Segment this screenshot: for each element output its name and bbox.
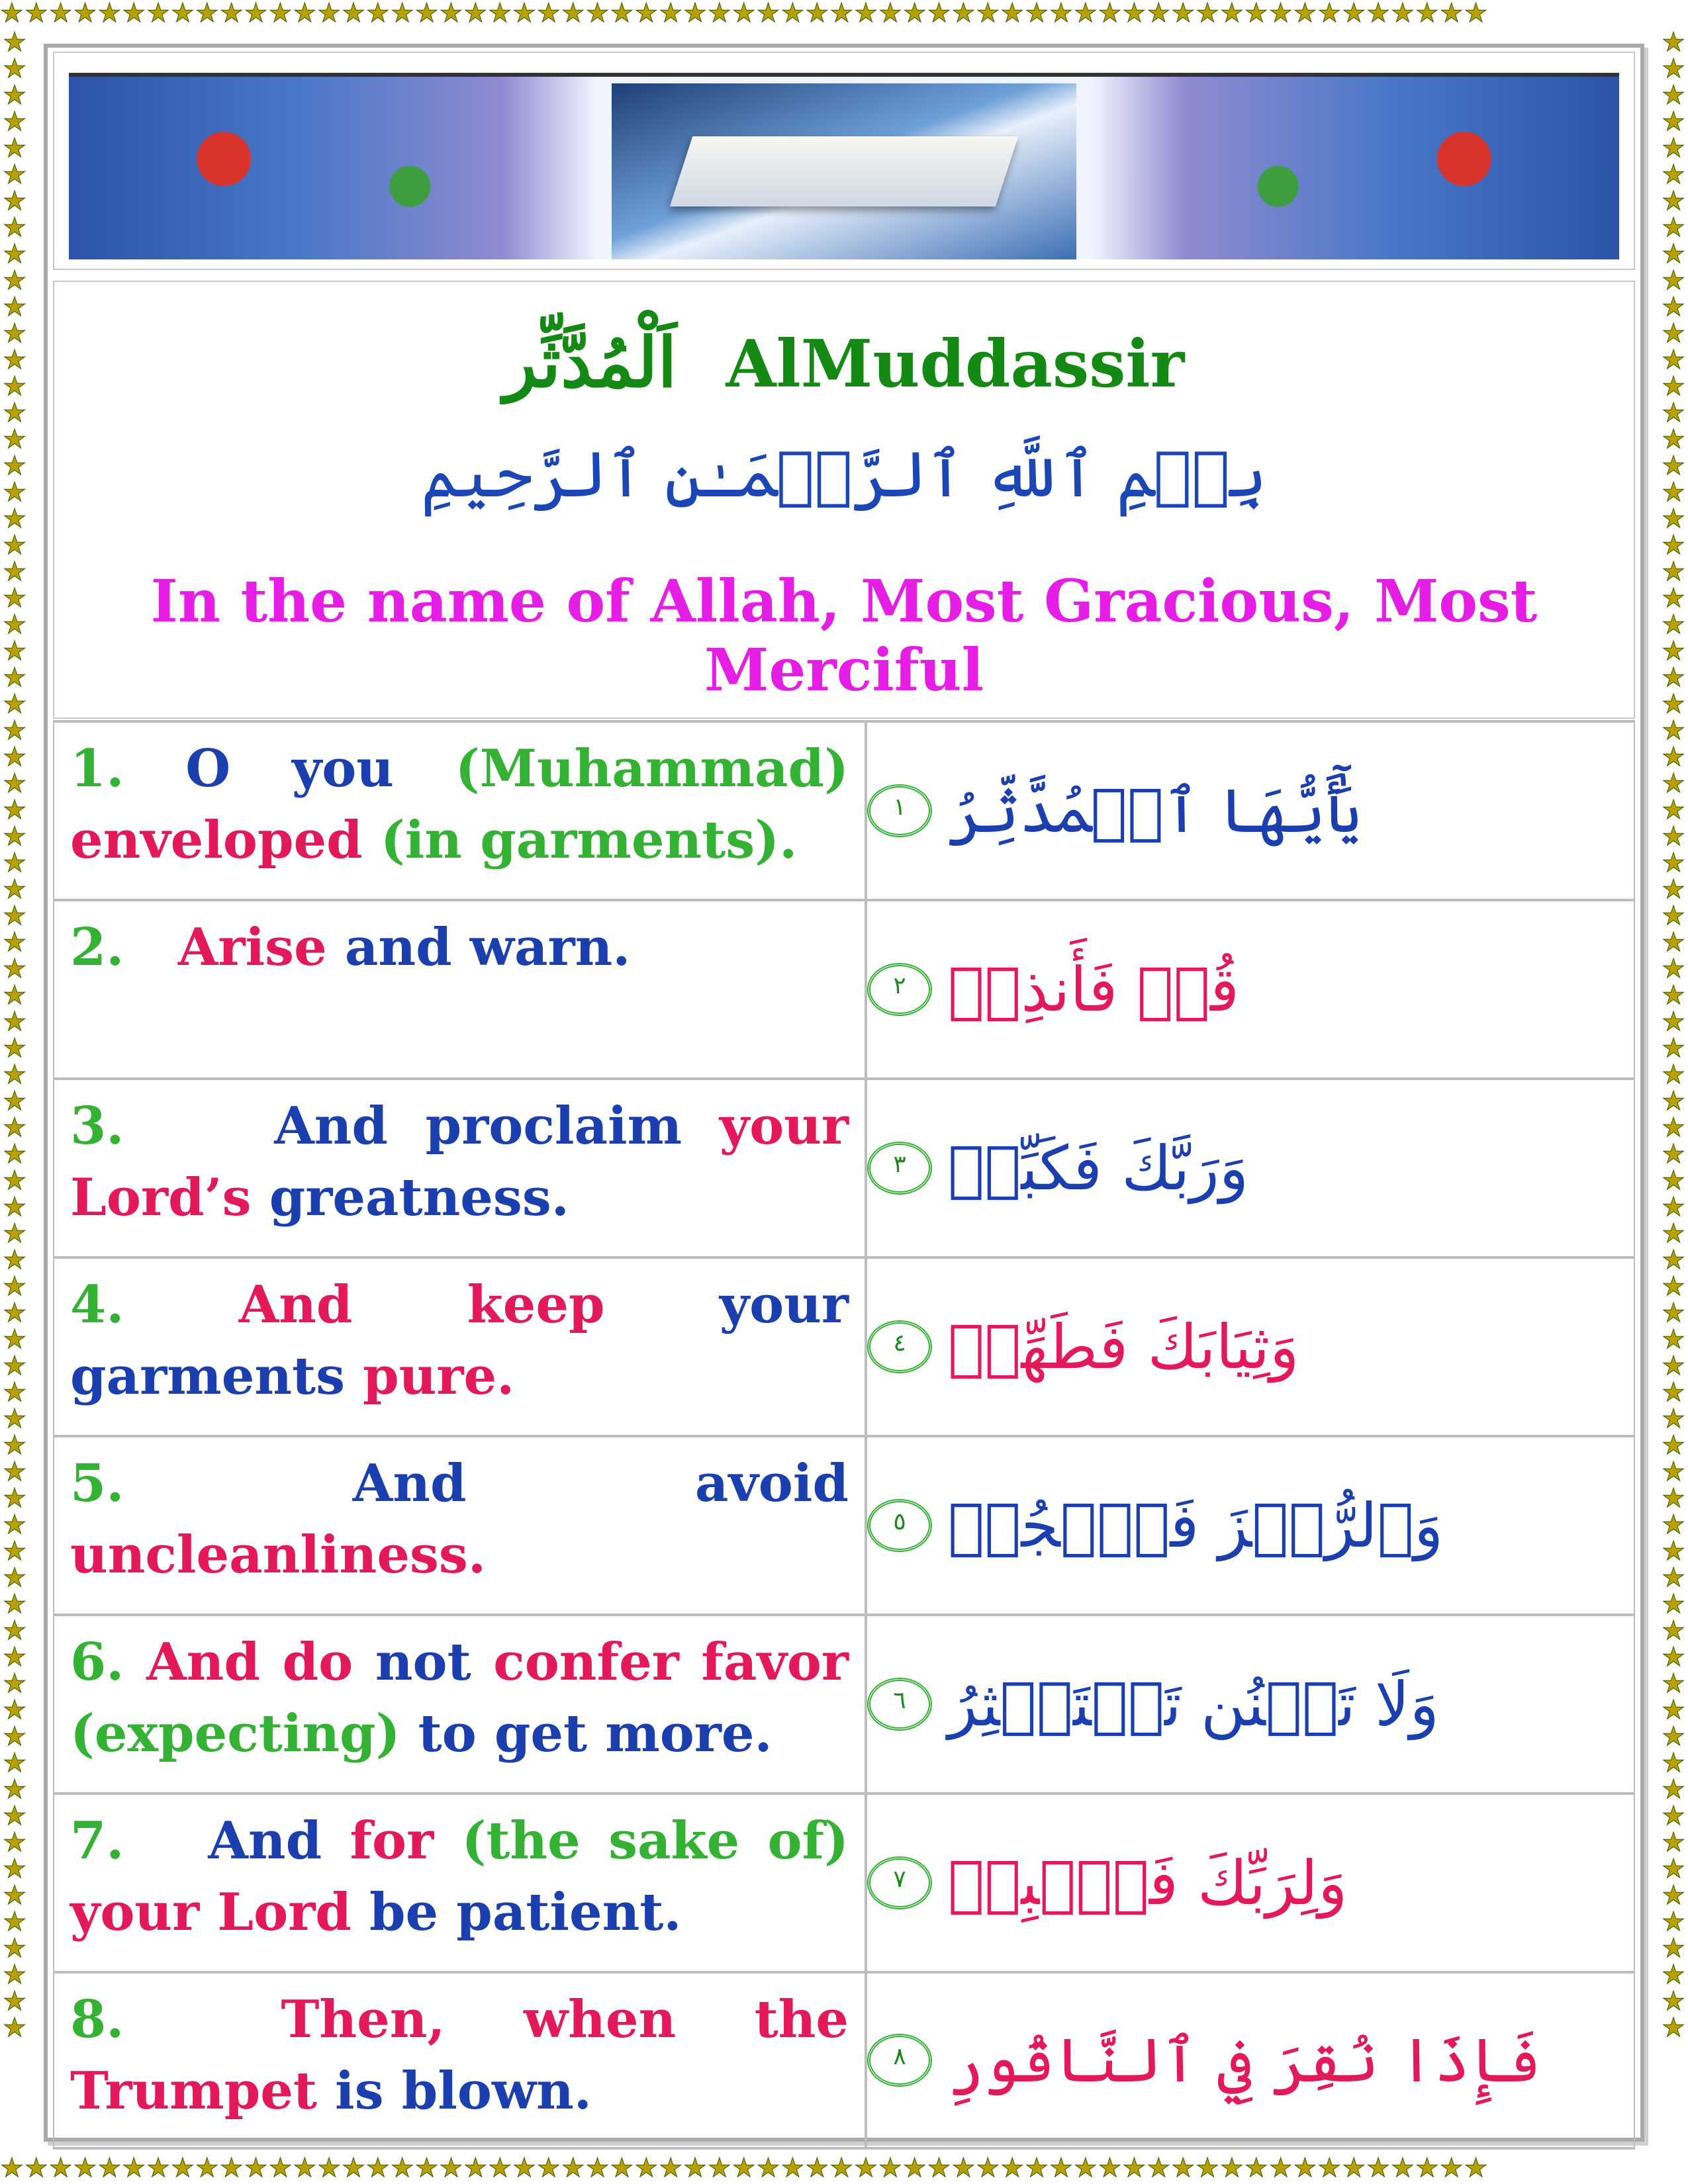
star-border-bottom: ★★★★★★★★★★★★★★★★★★★★★★★★★★★★★★★★★★★★★★★★★★★★★★★★★★★★★★★★★★★★★: [0, 2155, 1489, 2183]
verse-text: O: [185, 739, 231, 799]
surah-title-arabic: اَلْمُدَّثِّر: [503, 322, 677, 403]
verse-arabic: وَلِرَبِّكَ فَٱصۡبِرۡ: [948, 1847, 1348, 1919]
surah-header: [53, 281, 1635, 719]
verse-text: your garments: [70, 1275, 849, 1406]
verse-arabic-cell: [867, 1616, 1635, 1792]
verse-arabic: وَلَا تَمۡنُن تَسۡتَكۡثِرُ: [948, 1668, 1439, 1740]
basmala-english: In the name of Allah, Most Gracious, Most Merciful: [150, 567, 1538, 704]
verse-translation: [53, 1437, 867, 1614]
verse-text: do: [259, 1632, 375, 1692]
verse-translation: [53, 1616, 867, 1792]
verse-translation: [53, 1259, 867, 1435]
verse-text: and warn.: [326, 917, 631, 978]
verse-arabic-cell: [867, 1974, 1635, 2147]
verse-arabic-cell: [867, 1259, 1635, 1435]
verse-text: your Lord: [70, 1882, 352, 1942]
verse-arabic: فَإِذَا نُقِرَ فِي ٱلنَّاقُورِ: [948, 2025, 1542, 2096]
verse-arabic-cell: [867, 1795, 1635, 1971]
ayah-end-mark: ٥: [867, 1499, 932, 1552]
verse-text: is blown.: [316, 2061, 592, 2121]
verse-text: to get more.: [400, 1704, 773, 1764]
surah-title-english: AlMuddassir: [726, 326, 1185, 402]
verse-text: And: [274, 1096, 388, 1156]
verse-text: Arise: [177, 917, 327, 978]
arabic-text: يَٰٓأَيُّهَا ٱلۡمُدَّثِّرُ: [948, 775, 1362, 846]
verse-text: be patient.: [351, 1882, 682, 1942]
verse-translation: [53, 1974, 867, 2147]
ayah-end-mark: ١: [867, 784, 932, 837]
verse-row: [53, 1614, 1635, 1792]
verse-row: [53, 1077, 1635, 1256]
verse-arabic-cell: [867, 1080, 1635, 1256]
ayah-end-mark: ٤: [867, 1320, 932, 1373]
verse-row: [53, 720, 1635, 899]
verse-text: avoid: [669, 1453, 849, 1514]
ayah-end-mark: ٢: [867, 963, 932, 1016]
verse-row: [53, 1971, 1635, 2150]
banner-art: [69, 73, 1619, 259]
star-border-right: ★★★★★★★★★★★★★★★★★★★★★★★★★★★★★★★★★★★★★★★★★★★★★★★★★★★★★★★★★★★★★★★★★★★★★★★★★★★★: [1662, 29, 1685, 2043]
surah-title: [54, 322, 1634, 403]
verse-arabic: قُمۡ فَأَنذِرۡ: [948, 954, 1239, 1025]
verse-row: [53, 1792, 1635, 1971]
verse-arabic-cell: [867, 1437, 1635, 1614]
verse-text: And: [352, 1453, 467, 1514]
verse-text: uncleanliness.: [70, 1525, 486, 1585]
ayah-end-mark: ٣: [867, 1142, 932, 1195]
verse-text: And: [238, 1275, 353, 1335]
verse-number: 3.: [70, 1096, 124, 1156]
verse-arabic: وَثِيَابَكَ فَطَهِّرۡ: [948, 1311, 1299, 1383]
verse-arabic: [948, 776, 1362, 846]
verse-text: greatness.: [269, 1167, 569, 1228]
verse-text: (in garments).: [380, 810, 798, 870]
verse-translation: [53, 723, 867, 899]
ayah-end-mark: ٦: [867, 1678, 932, 1731]
verse-text: (expecting): [70, 1704, 400, 1764]
verse-table: [53, 720, 1635, 2150]
verse-text: (Muhammad): [455, 739, 849, 799]
verse-translation: [53, 1080, 867, 1256]
basmala-arabic: بِسۡمِ ٱللَّهِ ٱلرَّحۡمَـٰنِ ٱلرَّحِيمِ: [420, 437, 1268, 512]
verse-number: 6.: [70, 1632, 124, 1692]
verse-text: keep: [352, 1275, 720, 1335]
verse-text: proclaim: [387, 1096, 720, 1156]
verse-text: not: [375, 1632, 471, 1692]
verse-row: [53, 1435, 1635, 1614]
verse-text: confer favor: [471, 1632, 849, 1692]
verse-text: enveloped: [70, 810, 381, 870]
verse-number: 2.: [70, 917, 124, 978]
verse-text: for: [322, 1811, 462, 1871]
verse-text: And: [146, 1632, 260, 1692]
ornamental-banner: [53, 52, 1635, 270]
verse-text: your: [719, 1096, 849, 1156]
verse-text: pure.: [344, 1346, 515, 1406]
verse-text: Lord’s: [70, 1167, 269, 1228]
verse-translation: [53, 1795, 867, 1971]
verse-number: 8.: [70, 1989, 124, 2050]
verse-text: (the sake of): [461, 1811, 849, 1871]
verse-number: 1.: [70, 739, 124, 799]
verse-text: And: [208, 1811, 322, 1871]
verse-arabic: وَٱلرُّجۡزَ فَٱهۡجُرۡ: [948, 1490, 1444, 1561]
verse-arabic-cell: [867, 901, 1635, 1077]
verse-row: [53, 1256, 1635, 1435]
verse-translation: [53, 901, 867, 1077]
verse-number: 4.: [70, 1275, 124, 1335]
star-border-left: ★★★★★★★★★★★★★★★★★★★★★★★★★★★★★★★★★★★★★★★★★★★★★★★★★★★★★★★★★★★★★★★★★★★★★★★★★★★★: [3, 29, 26, 2043]
verse-arabic-cell: [867, 723, 1635, 899]
ayah-end-mark: ٨: [867, 2034, 932, 2087]
verse-row: [53, 899, 1635, 1077]
verse-text: Then, when the Trumpet: [70, 1989, 849, 2121]
verse-text: you: [230, 739, 455, 799]
verse-number: 7.: [70, 1811, 124, 1871]
ayah-end-mark: ٧: [867, 1856, 932, 1909]
star-border-top: ★★★★★★★★★★★★★★★★★★★★★★★★★★★★★★★★★★★★★★★★★★★★★★★★★★★★★★★★★★★★★: [0, 0, 1489, 28]
open-book-image: [612, 83, 1077, 259]
verse-arabic: وَرَبَّكَ فَكَبِّرۡ: [948, 1132, 1249, 1204]
verse-number: 5.: [70, 1453, 124, 1514]
